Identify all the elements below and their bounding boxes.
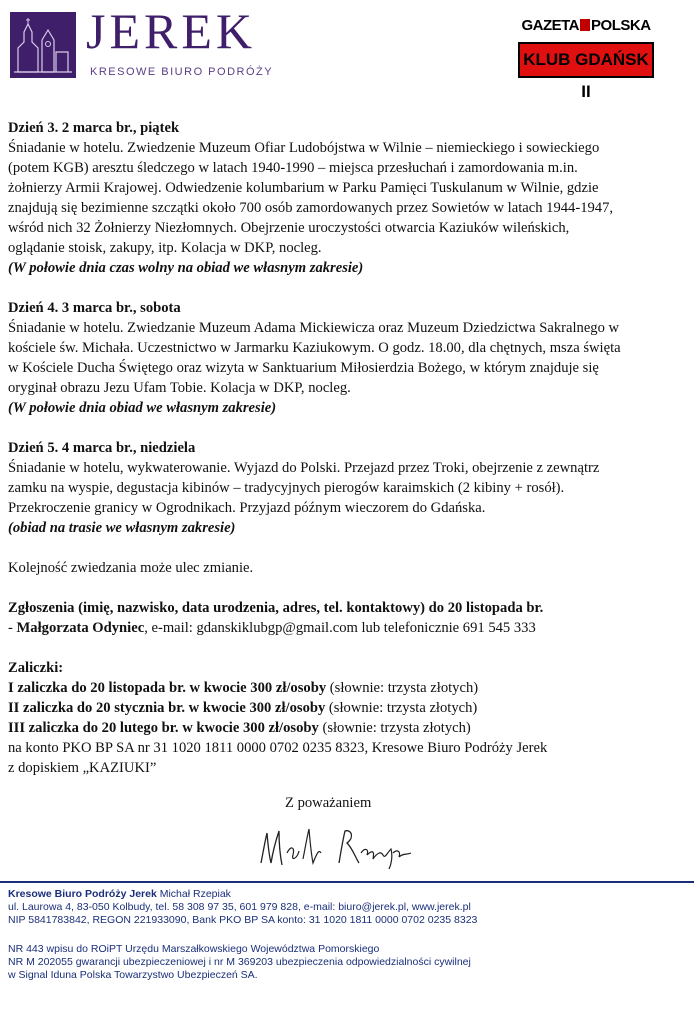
- footer-nip: NIP 5841783842, REGON 221933090, Bank PKO BP SA konto: 31 1020 1811 0000 0702 0235 8323: [8, 914, 478, 926]
- gazeta-text: GAZETA: [521, 17, 580, 34]
- day-3-line: znajdują się bezimienne szczątki około 700 osób zamordowanych przez Sowietów w latach 1944-1947,: [8, 200, 614, 216]
- footer-reg-line: w Signal Iduna Polska Towarzystwo Ubezpieczeń SA.: [8, 969, 258, 981]
- footer-reg-line: NR M 202055 gwarancji ubezpieczeniowej i nr M 369203 ubezpieczenia odpowiedzialności cywilnej: [8, 956, 471, 968]
- day-3-line: Śniadanie w hotelu. Zwiedzenie Muzeum Ofiar Ludobójstwa w Wilnie – niemieckiego i sowieckiego: [8, 140, 600, 156]
- footer-reg-line: NR 443 wpisu do ROiPT Urzędu Marszałkowskiego Województwa Pomorskiego: [8, 943, 380, 955]
- contact-name: Małgorzata Odyniec: [16, 620, 145, 636]
- footer-company-block: [8, 888, 477, 927]
- day-4-line: Śniadanie w hotelu. Zwiedzanie Muzeum Adama Mickiewicza oraz Muzeum Dziedzictwa Sakralnego w: [8, 320, 620, 336]
- transfer-annotation: z dopiskiem „KAZIUKI”: [8, 760, 157, 776]
- day-3-line: żołnierzy Armii Krajowej. Odwiedzenie kolumbarium w Parku Pamięci Tuskulanum w Wilnie, gdzie: [8, 180, 599, 196]
- gazeta-polska-logo: [518, 12, 654, 40]
- jerek-logo-icon: [10, 12, 76, 78]
- handwritten-signature: [255, 823, 415, 871]
- page-header: [0, 0, 694, 100]
- logo-name: JEREK: [86, 3, 256, 59]
- polska-text: POLSKA: [591, 17, 651, 34]
- deposit-item-rest: (słownie: trzysta złotych): [326, 680, 479, 696]
- day-4-line: oryginał obrazu Jezu Ufam Tobie. Kolacja w DKP, nocleg.: [8, 380, 351, 396]
- day-5-title: Dzień 5. 4 marca br., niedziela: [8, 440, 196, 456]
- footer-owner: Michał Rzepiak: [156, 888, 231, 900]
- day-3-line: oglądanie stoisk, zakupy, itp. Kolacja w DKP, nocleg.: [8, 240, 322, 256]
- footer-company: [8, 888, 477, 901]
- deposit-item-bold: I zaliczka do 20 listopada br. w kwocie 300 zł/osoby: [8, 680, 327, 696]
- registration-contact: [8, 618, 668, 638]
- closing: Z poważaniem: [285, 795, 372, 811]
- footer-registration-block: [8, 943, 471, 982]
- deposit-item-bold: III zaliczka do 20 lutego br. w kwocie 300 zł/osoby: [8, 720, 319, 736]
- bank-account: na konto PKO BP SA nr 31 1020 1811 0000 0702 0235 8323, Kresowe Biuro Podróży Jerek: [8, 740, 548, 756]
- day-5-note: (obiad na trasie we własnym zakresie): [8, 520, 236, 536]
- day-5-line: Przekroczenie granicy w Ogrodnikach. Przyjazd późnym wieczorem do Gdańska.: [8, 500, 486, 516]
- day-3-note: (W połowie dnia czas wolny na obiad we własnym zakresie): [8, 260, 364, 276]
- day-5-line: zamku na wyspie, degustacja kibinów – tradycyjnych pierogów karaimskich (2 kibiny + rosół).: [8, 480, 565, 496]
- day-5-line: Śniadanie w hotelu, wykwaterowanie. Wyjazd do Polski. Przejazd przez Troki, obejrzenie z zewnątrz: [8, 460, 600, 476]
- deposit-item: [8, 698, 668, 718]
- footer-company-name: Kresowe Biuro Podróży Jerek: [8, 888, 157, 900]
- club-badge: KLUB GDAŃSK II: [518, 42, 654, 78]
- day-4-note: (W połowie dnia obiad we własnym zakresie): [8, 400, 277, 416]
- registration-heading: Zgłoszenia (imię, nazwisko, data urodzenia, adres, tel. kontaktowy) do 20 listopada br.: [8, 600, 544, 616]
- deposit-item: [8, 718, 668, 738]
- day-3-line: wśród nich 32 Żołnierzy Niezłomnych. Obejrzenie uroczystości otwarcia Kaziuków wileńskich,: [8, 220, 570, 236]
- day-4-line: w Kościele Ducha Świętego oraz wizyta w Sanktuarium Miłosierdzia Bożego, w którym znajduje się: [8, 360, 599, 376]
- contact-details: , e-mail: gdanskiklubgp@gmail.com lub telefonicznie 691 545 333: [144, 620, 536, 636]
- order-note: Kolejność zwiedzania może ulec zmianie.: [8, 560, 254, 576]
- signature-area: [0, 795, 694, 875]
- day-4-line: kościele św. Michała. Uczestnictwo w Jarmarku Kaziukowym. O godz. 18.00, dla chętnych, msza święta: [8, 340, 621, 356]
- deposit-item-bold: II zaliczka do 20 stycznia br. w kwocie 300 zł/osoby: [8, 700, 326, 716]
- deposit-item: [8, 678, 668, 698]
- day-3-title: Dzień 3. 2 marca br., piątek: [8, 120, 180, 136]
- deposits-heading: Zaliczki:: [8, 660, 64, 676]
- day-3-line: (potem KGB) aresztu śledczego w latach 1940-1990 – miejsca przesłuchań i zamordowania m.in.: [8, 160, 578, 176]
- footer-address: ul. Laurowa 4, 83-050 Kolbudy, tel. 58 308 97 35, 601 979 828, e-mail: biuro@jerek.pl, www.jerek.pl: [8, 901, 471, 913]
- deposit-item-rest: (słownie: trzysta złotych): [325, 700, 478, 716]
- footer-divider: [0, 881, 694, 883]
- eagle-icon: [580, 19, 590, 31]
- letter-body: [8, 118, 668, 778]
- contact-prefix: -: [8, 620, 17, 636]
- page-footer: [0, 881, 694, 981]
- logo-subtitle: KRESOWE BIURO PODRÓŻY: [90, 66, 274, 78]
- day-4-title: Dzień 4. 3 marca br., sobota: [8, 300, 181, 316]
- deposit-item-rest: (słownie: trzysta złotych): [318, 720, 471, 736]
